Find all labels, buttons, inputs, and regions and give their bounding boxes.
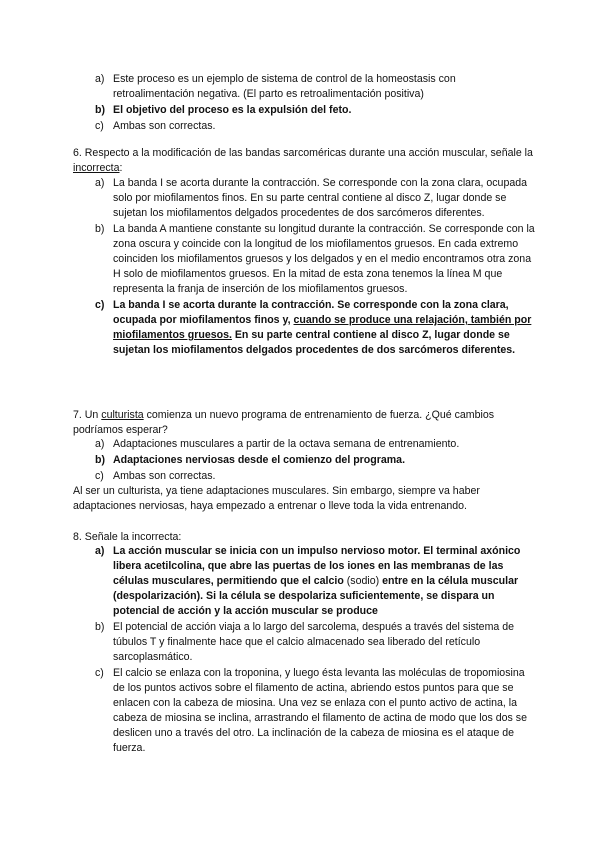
question-6-stem: 6. Respecto a la modificación de las bandas sarcoméricas durante una acción muscular, señale la incorrecta: [73,147,533,174]
question-5-options [88,72,535,135]
option-text: El objetivo del proceso es la expulsión del feto. [113,104,352,116]
option-label: c) [95,470,104,482]
option-label: c) [95,299,105,311]
option-text: Adaptaciones musculares a partir de la octava semana de entrenamiento. [113,438,460,450]
option-text: Adaptaciones nerviosas desde el comienzo del programa. [113,454,406,466]
option-text: Este proceso es un ejemplo de sistema de control de la homeostasis con retroalimentación negativa. (El parto es retroalimentación positiva) [113,73,456,100]
option-8c [95,666,535,756]
option-5a [95,72,535,102]
option-label: b) [95,223,105,235]
option-7a [95,437,535,452]
option-label: a) [95,73,105,85]
option-text: La banda A mantiene constante su longitud durante la contracción. Se corresponde con la zona oscura y coincide con la longitud de los miofilamentos gruesos. En cada extremo coinciden los miofilamentos gruesos y los delgados y en el medio encontramos otra zona H solo de miofilamentos gruesos. En la mitad de esta zona tenemos la línea M que representa la franja de inserción de los miofilamentos gruesos. [113,223,535,295]
option-8a-correct [95,544,535,619]
option-text: Ambas son correctas. [113,120,216,132]
option-6b [95,222,535,297]
option-5c [95,119,535,134]
option-label: b) [95,104,105,116]
option-label: a) [95,545,105,557]
option-text: La banda I se acorta durante la contracción. Se corresponde con la zona clara, ocupada solo por miofilamentos finos. En su parte central contiene al disco Z, lugar donde se sujetan los miofilamentos delgados procedentes de dos sarcómeros diferentes. [113,177,528,219]
option-label: c) [95,120,104,132]
option-label: a) [95,177,105,189]
option-label: a) [95,438,105,450]
question-7-stem: 7. Un culturista comienza un nuevo programa de entrenamiento de fuerza. ¿Qué cambios podríamos esperar? [73,409,495,436]
question-8-options [88,544,535,757]
question-8-stem: 8. Señale la incorrecta: [73,531,182,543]
question-7-explanation: Al ser un culturista, ya tiene adaptaciones musculares. Sin embargo, siempre va haber adaptaciones nerviosas, haya empezado a entrenar o lleve toda la vida entrenando. [73,485,480,512]
option-label: b) [95,621,105,633]
option-text: El calcio se enlaza con la troponina, y luego ésta levanta las moléculas de tropomiosina de los puntos activos sobre el filamento de actina, abriendo estos puntos para que se enlacen con la cabeza de miosina. Una vez se enlaza con el punto activo de actina, la cabeza de miosina se inclina, arrastrando el filamento de actina de modo que los dos se deslicen uno a través del otro. La inclinación de la cabeza de miosina es el ataque de fuerza. [113,667,527,754]
option-text: El potencial de acción viaja a lo largo del sarcolema, después a través del sistema de túbulos T y finalmente hace que el calcio almacenado sea liberado del retículo sarcoplasmático. [113,621,515,663]
question-6-options [88,176,535,359]
option-text: La banda I se acorta durante la contracción. Se corresponde con la zona clara, ocupada por miofilamentos finos y, cuando se produce una relajación, también por miofilamentos gruesos. En su parte central contiene al disco Z, lugar donde se sujetan los miofilamentos delgados procedentes de dos sarcómeros diferentes. [113,299,532,356]
option-label: c) [95,667,104,679]
option-text: Ambas son correctas. [113,470,216,482]
option-7c [95,469,535,484]
option-text: La acción muscular se inicia con un impulso nervioso motor. El terminal axónico libera acetilcolina, que abre las puertas de los iones en las membranas de las células musculares, permitiendo que el calcio (sodio) entre en la célula muscular (despolarización). Si la célula se despolariza suficientemente, se dispara un potencial de acción y la acción muscular se produce [113,545,521,617]
option-6a [95,176,535,221]
option-6c-correct [95,298,535,358]
option-8b [95,620,535,665]
option-7b-correct [95,453,535,468]
option-label: b) [95,454,105,466]
question-7-options [88,437,535,485]
option-5b-correct [95,103,535,118]
